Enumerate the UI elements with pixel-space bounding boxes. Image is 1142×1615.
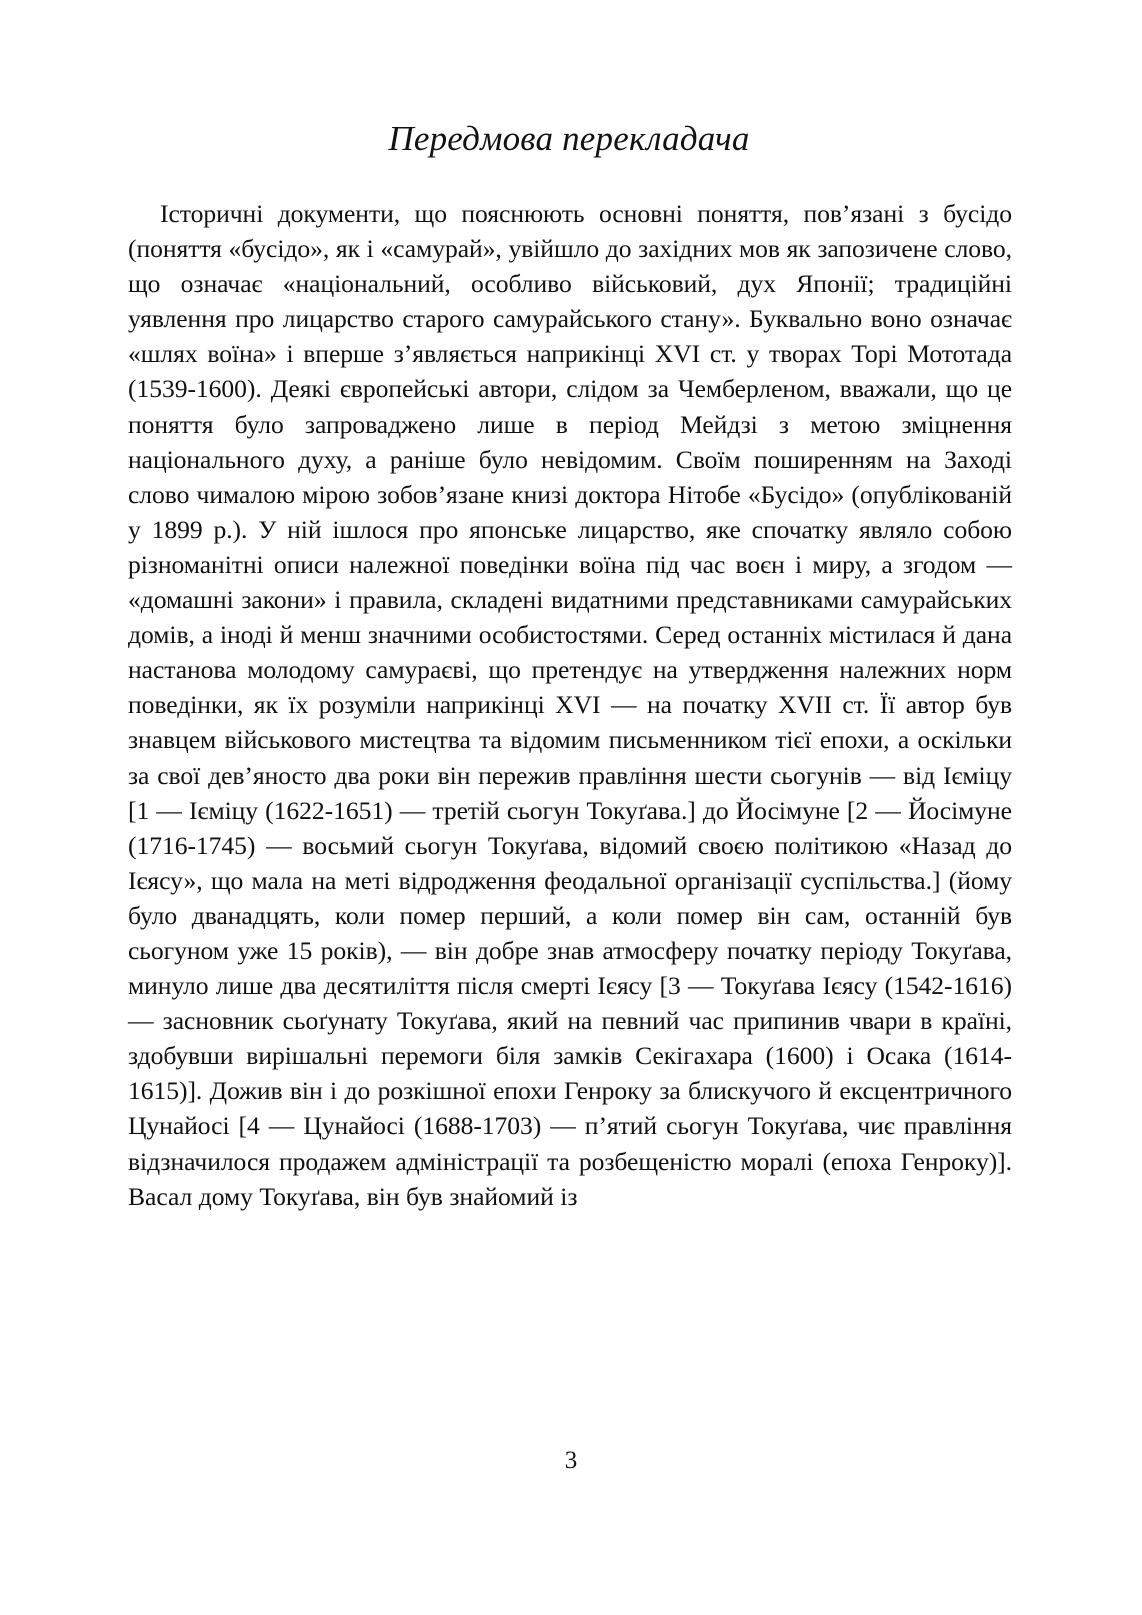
page-number: 3 (564, 1447, 578, 1474)
page-title: Передмова перекладача (388, 119, 750, 158)
body-text-block (128, 196, 1012, 1214)
body-paragraph: Історичні документи, що пояснюють основні поняття, пов’язані з бусідо (поняття «бусідо», як і «самурай», увійшло до західних мов як запозичене слово, що означає «національний, особливо військовий, дух Японії; традиційні уявлення про лицарство старого самурайського стану». Буквально воно означає «шлях воїна» і вперше з’являється наприкінці XVI ст. у творах Торі Мототада (1539-1600). Деякі європейські автори, слідом за Чемберленом, вважали, що це поняття було запроваджено лише в період Мейдзі з метою зміцнення національного духу, а раніше було невідомим. Своїм поширенням на Заході слово чималою мірою зобов’язане книзі доктора Нітобе «Бусідо» (опублікованій у 1899 р.). У ній ішлося про японське лицарство, яке спочатку являло собою різноманітні описи належної поведінки воїна під час воєн і миру, а згодом — «домашні закони» і правила, складені видатними представниками самурайських домів, а іноді й менш значними особистостями. Серед останніх містилася й дана настанова молодому самураєві, що претендує на утвердження належних норм поведінки, як їх розуміли наприкінці XVI — на початку XVII ст. Її автор був знавцем військового мистецтва та відомим письменником тієї епохи, а оскільки за свої дев’яносто два роки він пережив правління шести сьогунів — від Ієміцу [1 — Ієміцу (1622-1651) — третій сьогун Токуґава.] до Йосімуне [2 — Йосімуне (1716-1745) — восьмий сьогун Токуґава, відомий своєю політикою «Назад до Ієясу», що мала на меті відродження феодальної організації суспільства.] (йому було дванадцять, коли помер перший, а коли помер він сам, останній був сьогуном уже 15 років), — він добре знав атмосферу початку періоду Токуґава, минуло лише два десятиліття після смерті Ієясу [3 — Токуґава Ієясу (1542-1616) — засновник сьоґунату Токуґава, який на певний час припинив чвари в країні, здобувши вирішальні перемоги біля замків Секігахара (1600) і Осака (1614-1615)]. Дожив він і до розкішної епохи Генроку за блискучого й ексцентричного Цунайосі [4 — Цунайосі (1688-1703) — п’ятий сьогун Токуґава, чиє правління відзначилося продажем адміністрації та розбещеністю моралі (епоха Генроку)]. Васал дому Токуґава, він був знайомий із (128, 199, 1012, 1211)
